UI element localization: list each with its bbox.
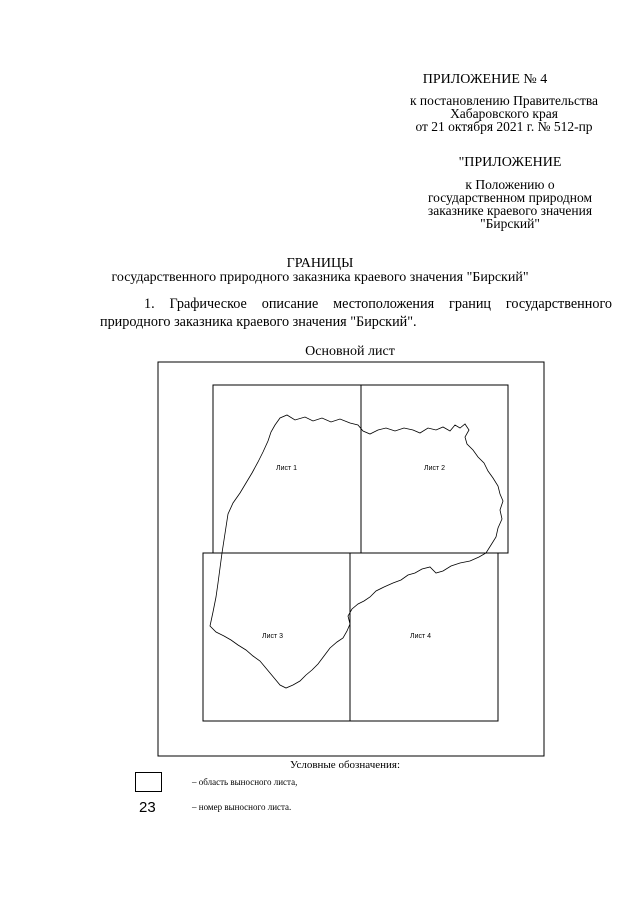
sheet-label-4: Лист 4 — [410, 633, 432, 640]
sheet-label-3: Лист 3 — [262, 633, 284, 640]
regulation-line: государственном природном — [427, 190, 593, 205]
regulation-line: "Бирский" — [480, 216, 540, 231]
map-frame — [158, 362, 544, 756]
paragraph-line: природного заказника краевого значения "Бирский". — [100, 314, 417, 330]
regulation-line: заказнике краевого значения — [427, 203, 593, 218]
appendix-title: ПРИЛОЖЕНИЕ № 4 — [422, 72, 548, 87]
legend-item-text: – номер выносного листа. — [192, 802, 292, 812]
paragraph-line: 1. Графическое описание местоположения границ государственного — [144, 296, 612, 312]
document-heading: ГРАНИЦЫ — [286, 256, 354, 271]
resolution-line: к постановлению Правительства — [409, 93, 599, 108]
legend-title: Условные обозначения: — [290, 759, 401, 771]
document-subheading: государственного природного заказника краевого значения "Бирский" — [111, 270, 529, 285]
sheet-label-1: Лист 1 — [276, 465, 298, 472]
legend-sheet-area-symbol — [135, 772, 162, 792]
map-title: Основной лист — [305, 344, 395, 359]
legend-sheet-number-symbol: 23 — [139, 799, 156, 816]
resolution-line: от 21 октября 2021 г. № 512-пр — [415, 119, 593, 134]
resolution-line: Хабаровского края — [450, 106, 558, 121]
appendix-2-title: "ПРИЛОЖЕНИЕ — [458, 155, 562, 170]
sheet-label-2: Лист 2 — [424, 465, 446, 472]
legend-item-text: – область выносного листа, — [192, 777, 298, 787]
regulation-line: к Положению о — [465, 177, 555, 192]
reserve-boundary — [210, 415, 503, 688]
